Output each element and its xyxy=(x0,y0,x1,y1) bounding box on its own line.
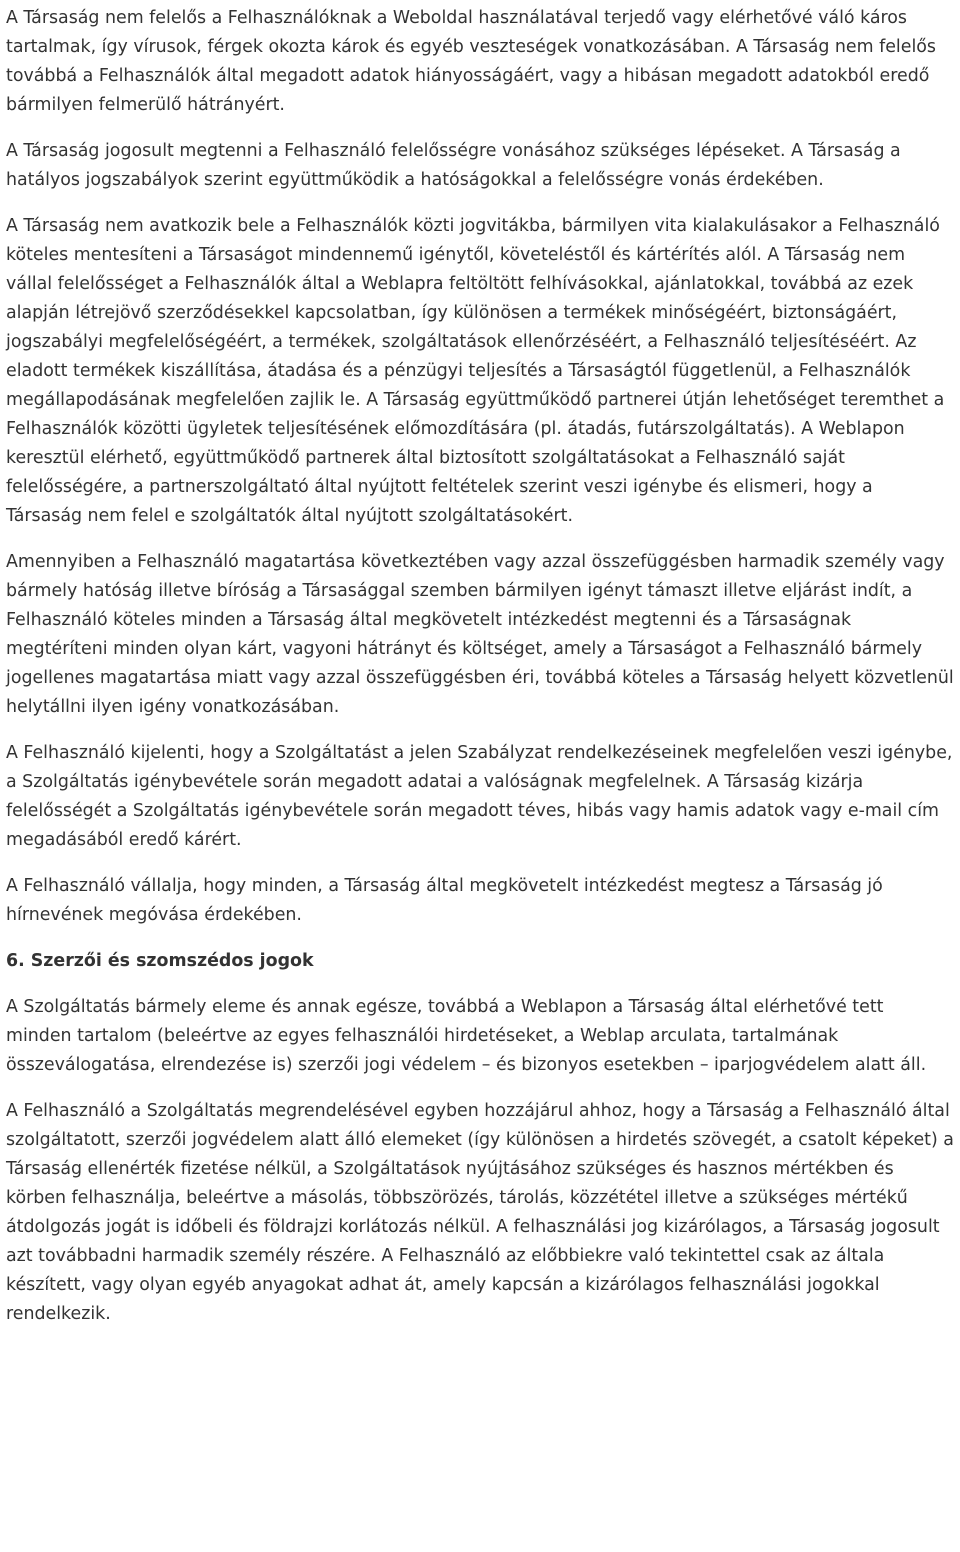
paragraph-spacer xyxy=(6,722,954,739)
paragraph-spacer xyxy=(6,195,954,212)
paragraph-spacer xyxy=(6,1080,954,1097)
section-heading-copyright: 6. Szerzői és szomszédos jogok xyxy=(6,951,314,971)
paragraph-copyright-protection: A Szolgáltatás bármely eleme és annak egésze, továbbá a Weblapon a Társaság által elérhetővé tett minden tartalom (beleértve az egyes felhasználói hirdetéseket, a Weblap arculata, tartalmának összeválogatása, elrendezése is) szerzői jogi védelem – és bizonyos esetekben – iparjogvédelem alatt áll. xyxy=(6,997,927,1075)
paragraph-spacer xyxy=(6,855,954,872)
paragraph-liability-measures: A Társaság jogosult megtenni a Felhasználó felelősségre vonásához szükséges lépéseket. A Társaság a hatályos jogszabályok szerint együttműködik a hatóságokkal a felelősségre vonás érdekében. xyxy=(6,141,901,190)
paragraph-spacer xyxy=(6,531,954,548)
paragraph-spacer xyxy=(6,930,954,947)
document-body xyxy=(6,4,954,1329)
paragraph-third-party-claims: Amennyiben a Felhasználó magatartása következtében vagy azzal összefüggésben harmadik személy vagy bármely hatóság illetve bíróság a Társasággal szemben bármilyen igényt támaszt illetve eljárást indít, a Felhasználó köteles minden a Társaság által megkövetelt intézkedést megtenni és a Társaságnak megtéríteni minden olyan kárt, vagyoni hátrányt és költséget, amely a Társaságot a Felhasználó bármely jogellenes magatartása miatt vagy azzal összefüggésben éri, továbbá köteles a Társaság helyett közvetlenül helytállni ilyen igény vonatkozásában. xyxy=(6,552,954,717)
paragraph-liability-harmful-content: A Társaság nem felelős a Felhasználóknak a Weboldal használatával terjedő vagy elérhetővé váló káros tartalmak, így vírusok, férgek okozta károk és egyéb veszteségek vonatkozásában. A Társaság nem felelős továbbá a Felhasználók által megadott adatok hiányosságáért, vagy a hibásan megadott adatokból eredő bármilyen felmerülő hátrányért. xyxy=(6,8,936,115)
paragraph-reputation: A Felhasználó vállalja, hogy minden, a Társaság által megkövetelt intézkedést megtesz a Társaság jó hírnevének megóvása érdekében. xyxy=(6,876,883,925)
paragraph-spacer xyxy=(6,976,954,993)
paragraph-user-disputes: A Társaság nem avatkozik bele a Felhasználók közti jogvitákba, bármilyen vita kialakulásakor a Felhasználó köteles mentesíteni a Társaságot mindennemű igénytől, követeléstől és kártérítés alól. A Társaság nem vállal felelősséget a Felhasználók által a Weblapra feltöltött felhívásokkal, ajánlatokkal, továbbá az ezek alapján létrejövő szerződésekkel kapcsolatban, így különösen a termékek minőségéért, biztonságáért, jogszabályi megfelelőségéért, a termékek, szolgáltatások ellenőrzéséért, a Felhasználó teljesítéséért. Az eladott termékek kiszállítása, átadása és a pénzügyi teljesítés a Társaságtól függetlenül, a Felhasználók megállapodásának megfelelően zajlik le. A Társaság együttműködő partnerei útján lehetőséget teremthet a Felhasználók közötti ügyletek teljesítésének előmozdítására (pl. átadás, futárszolgáltatás). A Weblapon keresztül elérhető, együttműködő partnerek által biztosított szolgáltatásokat a Felhasználó saját felelősségére, a partnerszolgáltató által nyújtott feltételek szerint veszi igénybe és elismeri, hogy a Társaság nem felel e szolgáltatók által nyújtott szolgáltatásokért. xyxy=(6,216,945,526)
paragraph-spacer xyxy=(6,120,954,137)
paragraph-usage-license: A Felhasználó a Szolgáltatás megrendelésével egyben hozzájárul ahhoz, hogy a Társaság a Felhasználó által szolgáltatott, szerzői jogvédelem alatt álló elemeket (így különösen a hirdetés szövegét, a csatolt képeket) a Társaság ellenérték fizetése nélkül, a Szolgáltatások nyújtásához szükséges és hasznos mértékben és körben felhasználja, beleértve a másolás, többszörözés, tárolás, közzététel illetve a szükséges mértékű átdolgozás jogát is időbeli és földrajzi korlátozás nélkül. A felhasználási jog kizárólagos, a Társaság jogosult azt továbbadni harmadik személy részére. A Felhasználó az előbbiekre való tekintettel csak az általa készített, vagy olyan egyéb anyagokat adhat át, amely kapcsán a kizárólagos felhasználási jogokkal rendelkezik. xyxy=(6,1101,954,1324)
paragraph-user-declaration: A Felhasználó kijelenti, hogy a Szolgáltatást a jelen Szabályzat rendelkezéseinek megfelelően veszi igénybe, a Szolgáltatás igénybevétele során megadott adatai a valóságnak megfelelnek. A Társaság kizárja felelősségét a Szolgáltatás igénybevétele során megadott téves, hibás vagy hamis adatok vagy e-mail cím megadásából eredő kárért. xyxy=(6,743,953,850)
